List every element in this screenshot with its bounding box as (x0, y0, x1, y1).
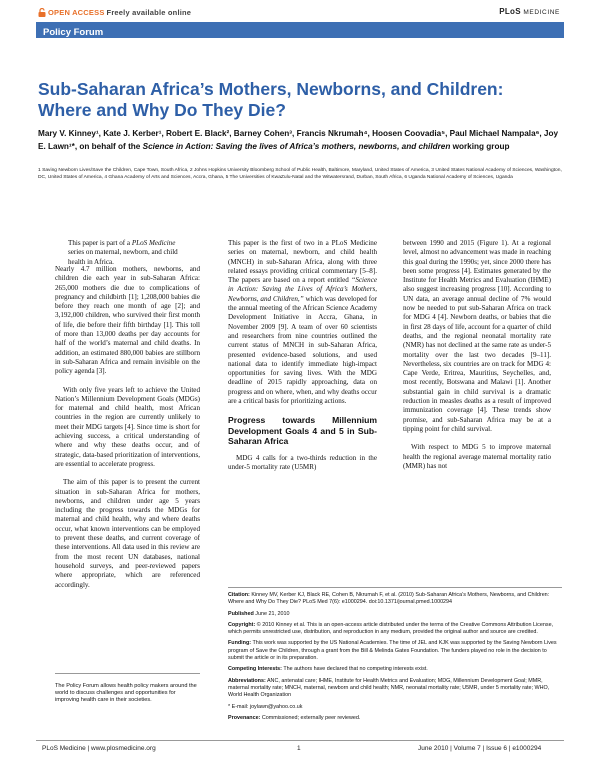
series-note-text: This paper is part of a (68, 239, 132, 247)
paragraph: With respect to MDG 5 to improve maternal health the regional average maternal mortality ratio (MMR) has not (403, 443, 551, 470)
paragraph: between 1990 and 2015 (Figure 1). At a regional level, almost no advancement was made in reaching this goal during the 1990s; yet, since 2000 there has been some progress [4]. Estimates generated by the Institute for Health Metrics and Evaluation (IHME) also suggest increasing progress [10]. According to UN data, an average annual decline of 7% would now be needed to put sub-Saharan Africa on track for MDG 4 [4]. Newborn deaths, or babies that die in first 28 days of life, account for a quarter of child deaths, and the regional neonatal mortality rate (NMR) has not declined at the same rate as under-5 mortality over the last two decades [9–11]. Nevertheless, six countries are on track for MDG 4: Cape Verde, Eritrea, Mauritius, Seychelles, and, most recently, Botswana and Malawi [1]. Another substantial gain in child survival is a dramatic reduction in measles deaths as a result of improved immunization coverage [4]. These trends show promise, and sub-Saharan Africa may be at a tipping point for child survival. (403, 239, 551, 433)
oa-open-label: OPEN (48, 8, 71, 17)
copyright-label: Copyright: (228, 621, 256, 628)
oa-access-label: ACCESS (72, 8, 105, 17)
report-title: “Science in Action: Saving the Lives of Africa’s Mothers, Newborns, and Children,” (228, 276, 377, 303)
provenance-label: Provenance: (228, 714, 261, 721)
paragraph-text: This paper is the first of two in a PLoS Medicine series on maternal, newborn, and child health (MNCH) in sub-Saharan Africa, along with three related essays providing critical commentary [5–8]. The papers are based on a report entitled (228, 239, 377, 285)
policy-forum-note: The Policy Forum allows health policy makers around the world to discuss challenges and opportunities for improving health care in their societies. (55, 673, 200, 704)
section-label: Policy Forum (43, 27, 104, 38)
footer-issue: June 2010 | Volume 7 | Issue 6 | e1000294 (418, 745, 542, 752)
working-group-name: Science in Action: Saving the lives of Africa’s mothers, newborns, and children (142, 141, 451, 151)
funding-text: This work was supported by the US National Academies. The time of JEL and KJK was supported by the Saving Newborn Lives program of Save the Children, through a grant from the Bill & Melinda Gates Foundation. The funders played no role in the decision to submit the article or in its preparation. (228, 640, 557, 662)
citation-text: Kinney MV, Kerber KJ, Black RE, Cohen B, Nkrumah F, et al. (2010) Sub-Saharan Africa’s Mothers, Newborns, and Children: Where and Why Do They Die? PLoS Med 7(6): e1000294. doi:10.1371/journal.pmed.1000294 (228, 592, 550, 606)
paragraph-text: which was developed for the annual meeting of the African Science Academy Development Initiative in Accra, Ghana, in November 2009 [9]. A team of over 60 scientists and researchers from nine countries outlined the current status of MNCH in sub-Saharan Africa, presented evidence-based solutions, and used national data to identify immediate high-impact opportunities for saving lives. With the MDG deadline of 2015 rapidly approaching, data on progress and on where, when, and why deaths occur are a critical basis for prioritizing actions. (228, 294, 377, 406)
provenance-text: Commissioned; externally peer reviewed. (261, 714, 361, 721)
paragraph: Nearly 4.7 million mothers, newborns, and children die each year in sub-Saharan Africa: 265,000 mothers die due to complications of pregnancy and childbirth [1]; 1,208,000 babies die before they reach one month of age [2]; and 3,192,000 children, who survived their first month of life, die before their fifth birthday [1]. This toll of more than 13,000 deaths per day accounts for half of the world’s maternal and child deaths. In addition, an estimated 880,000 babies are stillborn in sub-Saharan Africa and remain invisible on the policy agenda [3]. (55, 265, 200, 376)
series-journal: PLoS Medicine (131, 239, 176, 247)
section-heading: Progress towards Millennium Development Goals 4 and 5 in Sub-Saharan Africa (228, 415, 377, 447)
page-number: 1 (297, 745, 301, 752)
series-note-tail: series on maternal, newborn, and child health in Africa. (68, 248, 178, 266)
competing-label: Competing Interests: (228, 666, 282, 673)
journal-subname: MEDICINE (523, 9, 560, 16)
footer-divider (36, 740, 564, 741)
journal-logo (499, 7, 560, 16)
article-title: Sub-Saharan Africa’s Mothers, Newborns, and Children: Where and Why Do They Die? (38, 79, 504, 120)
authors-tail: working group (450, 141, 510, 151)
body-column-1 (55, 265, 200, 599)
author-list (38, 128, 568, 153)
abbreviations-label: Abbreviations: (228, 677, 266, 684)
journal-name: PLoS (499, 7, 521, 16)
copyright-text: © 2010 Kinney et al. This is an open-access article distributed under the terms of the Creative Commons Attribution License, which permits unrestricted use, distribution, and reproduction in any medium, provided the original author and source are credited. (228, 621, 554, 636)
funding-label: Funding: (228, 640, 252, 647)
affiliations: 1 Saving Newborn Lives/Save the Children, Cape Town, South Africa, 2 Johns Hopkins University Bloomberg School of Public Health, Baltimore, Maryland, United States of America, 3 United States National Academy of Sciences, Washington, DC, United States of America, 4 Ghana Academy of Arts and Sciences, Accra, Ghana, 5 The Universities of KwaZulu-Natal and the Witwatersrand, Durban, South Africa, 6 Uganda National Academy of Sciences, Uganda (38, 168, 562, 181)
paragraph: With only five years left to achieve the United Nation’s Millennium Development Goals (MDGs) for maternal and child health, most African countries in the region are currently unlikely to meet their MDG targets [4]. Since time is short for achieving success, a critical understanding of where and why these deaths occur, and of strategic, data-based prioritization of interventions, are essential to accelerate progress. (55, 385, 200, 468)
section-bar (36, 22, 564, 38)
published-label: Published (228, 610, 254, 617)
article-info-box (228, 587, 562, 722)
oa-tagline: Freely available online (106, 8, 192, 17)
open-access-logo (38, 8, 191, 17)
authors-text: Mary V. Kinney¹, Kate J. Kerber¹, Robert E. Black², Barney Cohen³, Francis Nkrumah⁴, Hoosen Coovadia⁵, Paul Michael Nampala⁶, Joy E. Lawn¹*, on behalf of the (38, 129, 559, 151)
abbreviations-text: ANC, antenatal care; IHME, Institute for Health Metrics and Evaluation; MDG, Millennium Development Goal; MMR, maternal mortality rate; MNCH, maternal, newborn and child health; NMR, neonatal mortality rate; U5MR, under 5 mortality rate; WHO, World Health Organization (228, 677, 550, 699)
body-column-2 (228, 239, 377, 481)
paragraph: The aim of this paper is to present the current situation in sub-Saharan Africa for mothers, newborns, and children under age 5 years including the progress towards the MDGs for maternal and child health, why and where deaths occur, what known interventions can be employed to prevent these deaths, and current coverage of these interventions. All data used in this review are from the most recent UN databases, national household surveys, and peer-reviewed papers where appropriate, which are referenced accordingly. (55, 478, 200, 589)
published-date: June 21, 2010 (255, 610, 290, 617)
author-email[interactable]: * E-mail: joylawn@yahoo.co.uk (228, 703, 303, 710)
citation-label: Citation: (228, 592, 250, 598)
open-lock-icon (38, 8, 46, 17)
paragraph (228, 239, 377, 406)
series-note (68, 239, 180, 267)
body-column-3 (403, 239, 551, 480)
competing-text: The authors have declared that no competing interests exist. (283, 666, 428, 673)
paragraph: MDG 4 calls for a two-thirds reduction in the under-5 mortality rate (U5MR) (228, 453, 377, 472)
footer-journal[interactable]: PLoS Medicine | www.plosmedicine.org (42, 745, 156, 752)
